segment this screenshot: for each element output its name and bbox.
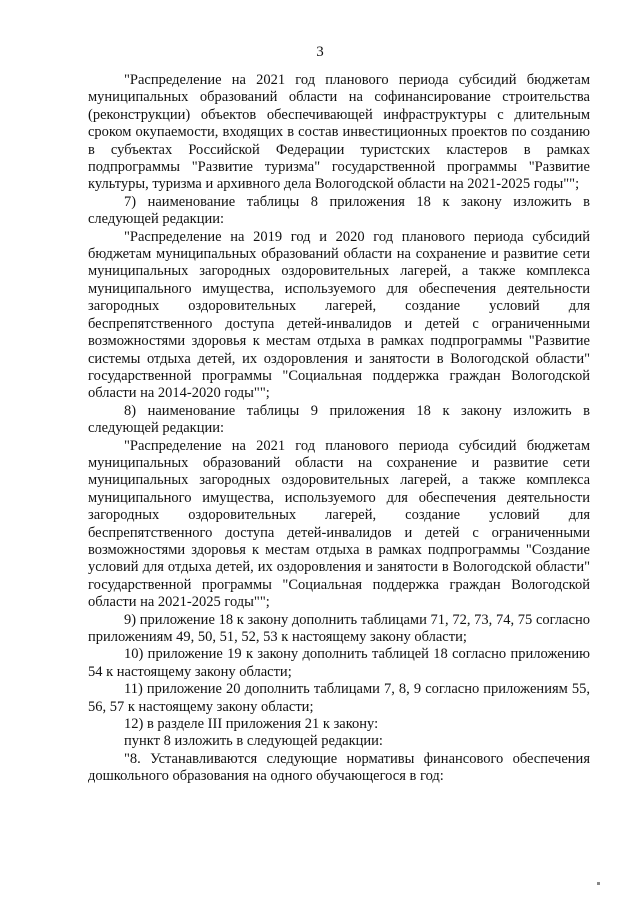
paragraph-item-12: 12) в разделе III приложения 21 к закону: — [124, 716, 379, 733]
document-body — [88, 72, 590, 786]
paragraph-point-8-text: "8. Устанавливаются следующие нормативы финансового обеспечения дошкольного образования на одного обучающегося в год: — [88, 750, 590, 785]
paragraph-item-10: 10) приложение 19 к закону дополнить таблицей 18 согласно приложению 54 к настоящему закону области; — [88, 646, 590, 680]
paragraph-item-8: 8) наименование таблицы 9 приложения 18 к закону изложить в следующей редакции: — [88, 402, 590, 437]
page-number: 3 — [316, 44, 324, 60]
paragraph-point-8: пункт 8 изложить в следующей редакции: — [124, 733, 383, 750]
scan-dot — [597, 882, 600, 885]
paragraph-camps-2019-2020: "Распределение на 2019 год и 2020 год планового периода субсидий бюджетам муниципальных образований области на сохранение и развитие сети муниципальных загородных оздоровительных лагерей, а также комплекса муниципального имущества, используемого для обеспечения деятельности загородных оздоровительных лагерей, создание условий для беспрепятственного доступа детей-инвалидов и детей с ограниченными возможностями здоровья к местам отдыха в рамках подпрограммы "Развитие системы отдыха детей, их оздоровления и занятости в Вологодской области" государственной программы "Социальная поддержка граждан Вологодской области на 2014-2020 годы""; — [88, 228, 590, 402]
paragraph-item-11: 11) приложение 20 дополнить таблицами 7, 8, 9 согласно приложениям 55, 56, 57 к настоящему закону области; — [88, 681, 590, 715]
paragraph-item-7: 7) наименование таблицы 8 приложения 18 к закону изложить в следующей редакции: — [88, 193, 590, 228]
paragraph-item-9: 9) приложение 18 к закону дополнить таблицами 71, 72, 73, 74, 75 согласно приложениям 49, 50, 51, 52, 53 к настоящему закону области; — [88, 611, 590, 645]
paragraph-camps-2021: "Распределение на 2021 год планового периода субсидий бюджетам муниципальных образований области на сохранение и развитие сети муниципальных загородных оздоровительных лагерей, а также комплекса муниципального имущества, используемого для обеспечения деятельности загородных оздоровительных лагерей, создание условий для беспрепятственного доступа детей-инвалидов и детей с ограниченными возможностями здоровья к местам отдыха в рамках подпрограммы "Создание условий для отдыха детей, их оздоровления и занятости в Вологодской области" государственной программы "Социальная поддержка граждан Вологодской области на 2021-2025 годы""; — [88, 437, 590, 611]
paragraph-tourism-subsidies: "Распределение на 2021 год планового периода субсидий бюджетам муниципальных образований области на софинансирование строительства (реконструкции) объектов обеспечивающей инфраструктуры с длительным сроком окупаемости, входящих в состав инвестиционных проектов по созданию в субъектах Российской Федерации туристских кластеров в рамках подпрограммы "Развитие туризма" государственной программы "Развитие культуры, туризма и архивного дела Вологодской области на 2021-2025 годы""; — [88, 72, 590, 193]
